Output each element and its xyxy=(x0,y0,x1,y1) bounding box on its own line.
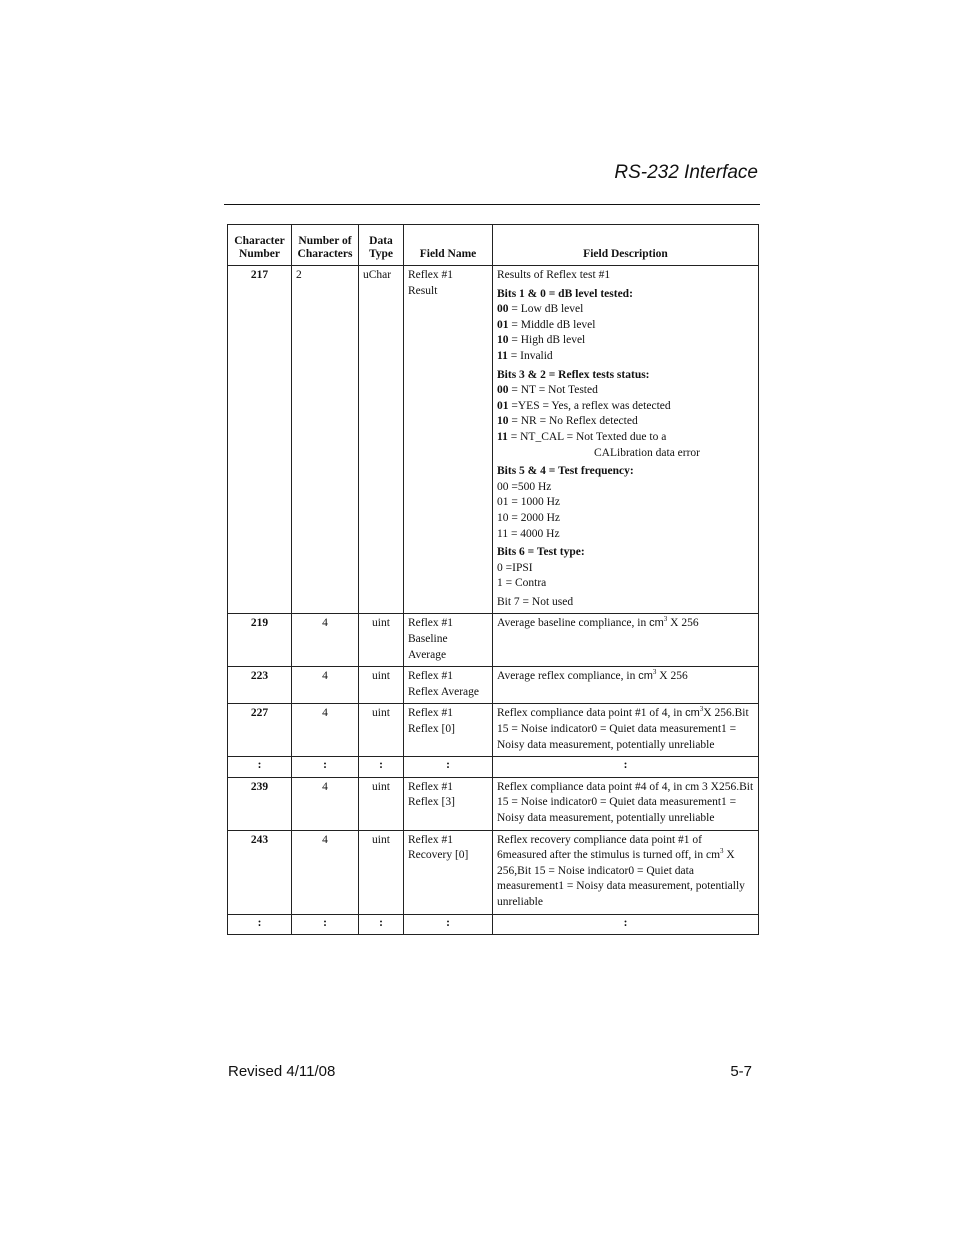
bit-value: 11 = NT_CAL = Not Texted due to a xyxy=(497,430,667,443)
field-name: Reflex #1 Reflex Average xyxy=(404,667,493,704)
col-header-number-of-characters: Number of Characters xyxy=(292,225,359,266)
ellipsis-cell: : xyxy=(493,914,759,935)
data-type: uint xyxy=(359,830,404,914)
character-number: 223 xyxy=(228,667,292,704)
character-number: 219 xyxy=(228,614,292,667)
bit-value: 10 = 2000 Hz xyxy=(497,511,561,524)
col-header-data-type: Data Type xyxy=(359,225,404,266)
ellipsis-cell: : xyxy=(493,757,759,778)
number-of-characters: 4 xyxy=(292,667,359,704)
number-of-characters: 2 xyxy=(292,266,359,614)
field-description xyxy=(493,266,759,614)
bit7-note: Bit 7 = Not used xyxy=(497,595,574,608)
character-number: 239 xyxy=(228,777,292,830)
table-header-row xyxy=(228,225,759,266)
table-row xyxy=(228,667,759,704)
bits-heading: Bits 6 = Test type: xyxy=(497,546,585,559)
field-table xyxy=(227,224,759,935)
number-of-characters: 4 xyxy=(292,777,359,830)
number-of-characters: 4 xyxy=(292,704,359,757)
data-type: uChar xyxy=(359,266,404,614)
bit-value: 0 =IPSI xyxy=(497,561,533,574)
data-type: uint xyxy=(359,704,404,757)
bits-group xyxy=(497,368,754,462)
table-row xyxy=(228,266,759,614)
bit-value: 01 = Middle dB level xyxy=(497,318,596,331)
bit-value: 01 =YES = Yes, a reflex was detected xyxy=(497,399,671,412)
col-header-field-name: Field Name xyxy=(404,225,493,266)
field-name: Reflex #1 Reflex [3] xyxy=(404,777,493,830)
desc-intro: Results of Reflex test #1 xyxy=(497,269,611,281)
table-row xyxy=(228,830,759,914)
ellipsis-cell: : xyxy=(404,757,493,778)
bits-heading: Bits 5 & 4 = Test frequency: xyxy=(497,465,634,478)
field-name-line: Reflex #1 xyxy=(408,269,454,281)
ellipsis-cell: : xyxy=(228,757,292,778)
number-of-characters: 4 xyxy=(292,614,359,667)
bit-value: 00 = Low dB level xyxy=(497,303,584,316)
character-number: 243 xyxy=(228,830,292,914)
ellipsis-row xyxy=(228,914,759,935)
field-description: Reflex recovery compliance data point #1 of 6measured after the stimulus is turned off, in $cm^3$ X 256,Bit 15 = Noise indicator0 = Quiet data measurement1 = Noisy data measurement, potentially unreliable xyxy=(493,830,759,914)
table-row xyxy=(228,777,759,830)
field-name xyxy=(404,266,493,614)
bits-group xyxy=(497,464,754,542)
number-of-characters: 4 xyxy=(292,830,359,914)
character-number: 217 xyxy=(228,266,292,614)
bit-value: 11 = Invalid xyxy=(497,349,553,362)
table-row xyxy=(228,704,759,757)
col-header-field-description: Field Description xyxy=(493,225,759,266)
field-description: Average reflex compliance, in $cm^3$ X 256 xyxy=(493,667,759,704)
field-name: Reflex #1 Baseline Average xyxy=(404,614,493,667)
data-type: uint xyxy=(359,777,404,830)
bit-value-continuation: CALibration data error xyxy=(594,446,701,459)
field-name: Reflex #1 Reflex [0] xyxy=(404,704,493,757)
bits-heading: Bits 3 & 2 = Reflex tests status: xyxy=(497,368,650,381)
footer-revised-date: Revised 4/11/08 xyxy=(228,1063,336,1080)
bit-value: 00 =500 Hz xyxy=(497,480,552,493)
table-row xyxy=(228,614,759,667)
ellipsis-cell: : xyxy=(359,914,404,935)
data-type: uint xyxy=(359,667,404,704)
ellipsis-cell: : xyxy=(404,914,493,935)
bit-value: 11 = 4000 Hz xyxy=(497,527,560,540)
bit-value: 00 = NT = Not Tested xyxy=(497,384,598,397)
ellipsis-cell: : xyxy=(228,914,292,935)
ellipsis-cell: : xyxy=(292,914,359,935)
header-rule xyxy=(224,204,760,205)
field-name: Reflex #1 Recovery [0] xyxy=(404,830,493,914)
ellipsis-cell: : xyxy=(292,757,359,778)
data-type: uint xyxy=(359,614,404,667)
bit-value: 10 = NR = No Reflex detected xyxy=(497,415,638,428)
col-header-character-number: Character Number xyxy=(228,225,292,266)
field-description: Reflex compliance data point #4 of 4, in cm 3 X256.Bit 15 = Noise indicator0 = Quiet data measurement1 = Noisy data measurement, potentially unreliable xyxy=(493,777,759,830)
bits-heading: Bits 1 & 0 = dB level tested: xyxy=(497,287,633,300)
field-description: Average baseline compliance, in $cm^3$ X 256 xyxy=(493,614,759,667)
bit-value: 01 = 1000 Hz xyxy=(497,496,561,509)
bits-group xyxy=(497,545,754,592)
ellipsis-row xyxy=(228,757,759,778)
field-name-line: Result xyxy=(408,284,438,297)
character-number: 227 xyxy=(228,704,292,757)
running-head-title: RS-232 Interface xyxy=(614,162,758,183)
bit-value: 1 = Contra xyxy=(497,577,547,590)
bit-value: 10 = High dB level xyxy=(497,334,586,347)
ellipsis-cell: : xyxy=(359,757,404,778)
bits-group xyxy=(497,287,754,365)
field-description: Reflex compliance data point #1 of 4, in $cm^3X$ 256.Bit 15 = Noise indicator0 = Quiet data measurement1 = Noisy data measurement, potentially unreliable xyxy=(493,704,759,757)
footer-page-number: 5-7 xyxy=(730,1063,752,1080)
